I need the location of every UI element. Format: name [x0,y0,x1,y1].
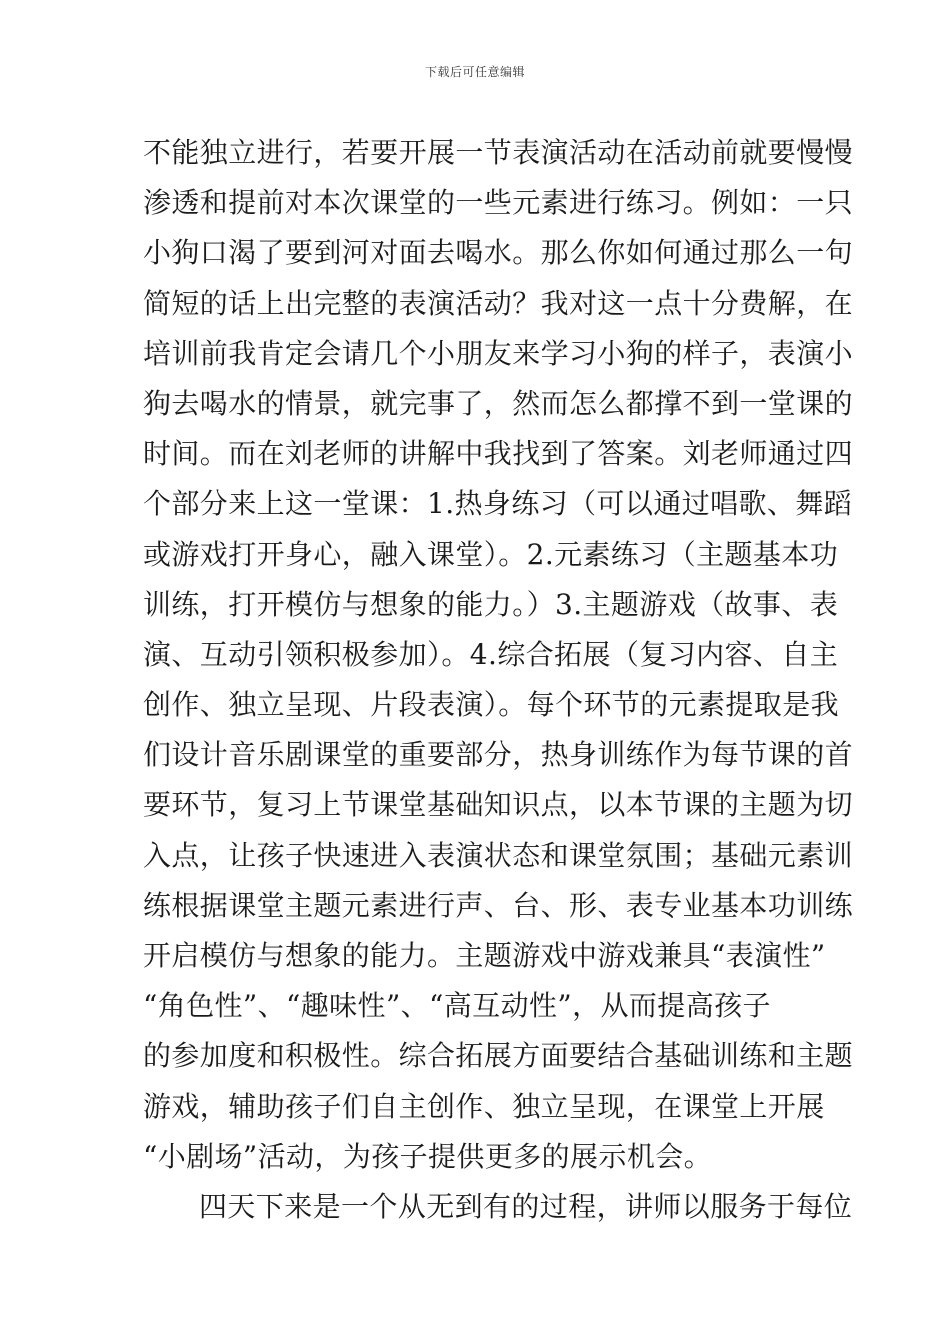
text-line: 简短的话上出完整的表演活动？我对这一点十分费解，在 [143,286,854,320]
text-line: 入点，让孩子快速进入表演状态和课堂氛围；基础元素训 [143,838,854,872]
page-header: 下载后可任意编辑 [424,65,525,79]
text-line: 或游戏打开身心，融入课堂）。2.元素练习（主题基本功 [143,537,839,571]
text-line: 个部分来上这一堂课：1.热身练习（可以通过唱歌、舞蹈 [143,487,853,521]
text-line: 小狗口渴了要到河对面去喝水。那么你如何通过那么一句 [143,236,854,270]
text-line: 狗去喝水的情景，就完事了，然而怎么都撑不到一堂课的 [143,386,854,420]
text-line: “小剧场”活动，为孩子提供更多的展示机会。 [143,1139,713,1173]
text-line: 游戏，辅助孩子们自主创作、独立呈现，在课堂上开展 [143,1089,825,1123]
text-line: 训练，打开模仿与想象的能力。）3.主题游戏（故事、表 [143,587,839,621]
text-line: 演、互动引领积极参加）。4.综合拓展（复习内容、自主 [143,637,839,671]
text-line: 练根据课堂主题元素进行声、台、形、表专业基本功训练 [143,888,854,922]
text-line: 的参加度和积极性。综合拓展方面要结合基础训练和主题 [143,1039,854,1073]
body-text [143,128,854,1232]
text-line: 要环节，复习上节课堂基础知识点，以本节课的主题为切 [143,788,854,822]
text-line: 不能独立进行，若要开展一节表演活动在活动前就要慢慢 [143,136,854,169]
text-line: 创作、独立呈现、片段表演）。每个环节的元素提取是我 [143,688,840,722]
text-line: 渗透和提前对本次课堂的一些元素进行练习。例如：一只 [143,186,854,220]
text-line: 培训前我肯定会请几个小朋友来学习小狗的样子，表演小 [143,336,854,370]
text-line: 们设计音乐剧课堂的重要部分，热身训练作为每节课的首 [143,738,854,772]
paragraph-start-line: 四天下来是一个从无到有的过程，讲师以服务于每位 [199,1189,853,1223]
text-line: “角色性”、“趣味性”、“高互动性”，从而提高孩子 [143,989,771,1023]
text-line: 开启模仿与想象的能力。主题游戏中游戏兼具“表演性” [143,939,826,972]
text-line: 时间。而在刘老师的讲解中我找到了答案。刘老师通过四 [143,437,854,471]
